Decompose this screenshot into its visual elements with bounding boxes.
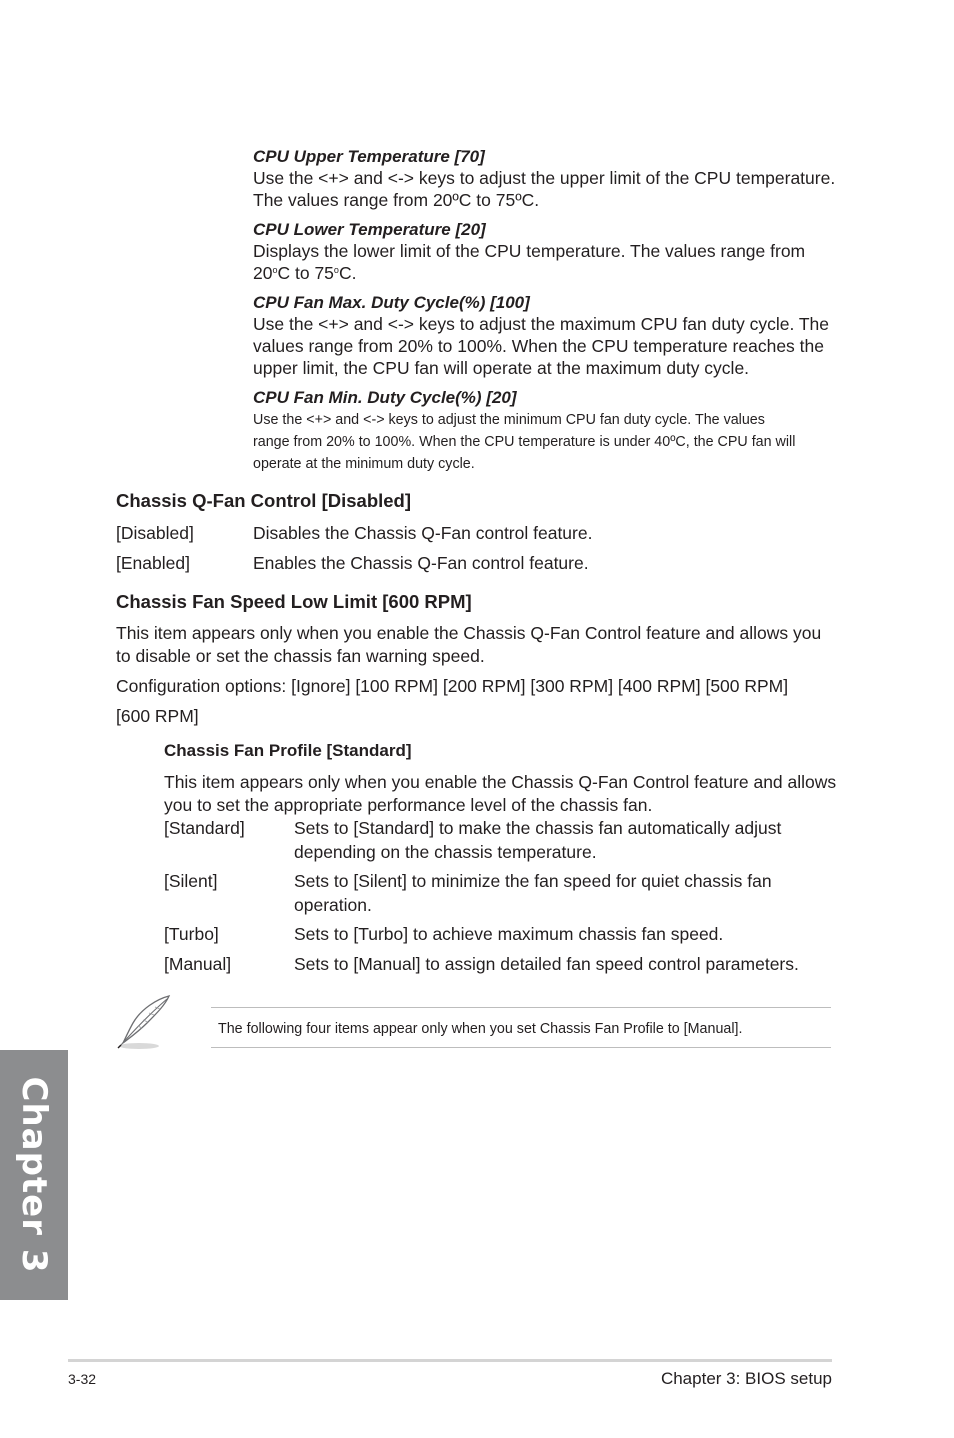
note-top-rule [211, 1007, 831, 1008]
feather-pen-icon [113, 993, 173, 1051]
cpu-fan-max-desc-line: Use the <+> and <-> keys to adjust the maximum CPU fan duty cycle. The [253, 314, 830, 334]
cpu-lower-temp-desc-line: 20$^o$C to 75$^o$C. [253, 263, 357, 283]
chassis-fan-profile-desc-line: This item appears only when you enable the Chassis Q-Fan Control feature and allows [164, 772, 837, 792]
chassis-fan-profile-title: Chassis Fan Profile [Standard] [164, 741, 412, 760]
note-bottom-rule [211, 1047, 831, 1048]
footer-chapter-title: Chapter 3: BIOS setup [660, 1369, 832, 1388]
option-desc: Sets to [Manual] to assign detailed fan speed control parameters. [294, 954, 799, 974]
chassis-low-limit-title: Chassis Fan Speed Low Limit [600 RPM] [116, 591, 472, 612]
option-desc: Sets to [Standard] to make the chassis fan automatically adjust [294, 818, 782, 838]
config-options-line: [600 RPM] [116, 706, 199, 726]
page-number: 3-32 [68, 1371, 97, 1387]
option-key: [Turbo] [164, 924, 219, 944]
option-key: [Manual] [164, 954, 232, 974]
chapter-tab-label: Chapter 3 [14, 1076, 54, 1274]
cpu-upper-temp-title: CPU Upper Temperature [70] [253, 147, 485, 166]
note-text: The following four items appear only when you set Chassis Fan Profile to [Manual]. [218, 1021, 743, 1037]
option-desc: Enables the Chassis Q-Fan control feature. [253, 553, 589, 573]
cpu-fan-max-desc-line: upper limit, the CPU fan will operate at the maximum duty cycle. [253, 358, 750, 378]
cpu-upper-temp-desc-line: Use the <+> and <-> keys to adjust the upper limit of the CPU temperature. [253, 168, 836, 188]
option-desc: operation. [294, 895, 372, 915]
cpu-lower-temp-title: CPU Lower Temperature [20] [253, 220, 486, 239]
option-key: [Silent] [164, 871, 218, 891]
config-options-line: Configuration options: [Ignore] [100 RPM] [200 RPM] [300 RPM] [400 RPM] [500 RPM] [116, 676, 789, 696]
cpu-fan-min-desc-line: operate at the minimum duty cycle. [253, 456, 475, 472]
cpu-fan-min-title: CPU Fan Min. Duty Cycle(%) [20] [253, 388, 517, 407]
chassis-low-limit-desc-line: This item appears only when you enable the Chassis Q-Fan Control feature and allows you [116, 623, 822, 643]
option-desc: Disables the Chassis Q-Fan control feature. [253, 523, 593, 543]
cpu-fan-max-desc-line: values range from 20% to 100%. When the CPU temperature reaches the [253, 336, 824, 356]
cpu-lower-temp-desc-line: Displays the lower limit of the CPU temperature. The values range from [253, 241, 806, 261]
option-desc: depending on the chassis temperature. [294, 842, 597, 862]
option-key: [Standard] [164, 818, 245, 838]
cpu-fan-min-desc-line: range from 20% to 100%. When the CPU temperature is under 40ºC, the CPU fan will [253, 434, 796, 450]
cpu-fan-max-title: CPU Fan Max. Duty Cycle(%) [100] [253, 293, 530, 312]
option-key: [Disabled] [116, 523, 194, 543]
chassis-fan-profile-desc-line: you to set the appropriate performance level of the chassis fan. [164, 795, 653, 815]
option-key: [Enabled] [116, 553, 190, 573]
chapter-side-tab [0, 1050, 68, 1300]
footer-rule [68, 1359, 832, 1362]
cpu-upper-temp-desc-line: The values range from 20ºC to 75ºC. [253, 190, 540, 210]
chassis-low-limit-desc-line: to disable or set the chassis fan warning speed. [116, 646, 485, 666]
option-desc: Sets to [Silent] to minimize the fan speed for quiet chassis fan [294, 871, 772, 891]
option-desc: Sets to [Turbo] to achieve maximum chassis fan speed. [294, 924, 724, 944]
cpu-fan-min-desc-line: Use the <+> and <-> keys to adjust the minimum CPU fan duty cycle. The values [253, 412, 765, 428]
chassis-qfan-title: Chassis Q-Fan Control [Disabled] [116, 490, 412, 511]
